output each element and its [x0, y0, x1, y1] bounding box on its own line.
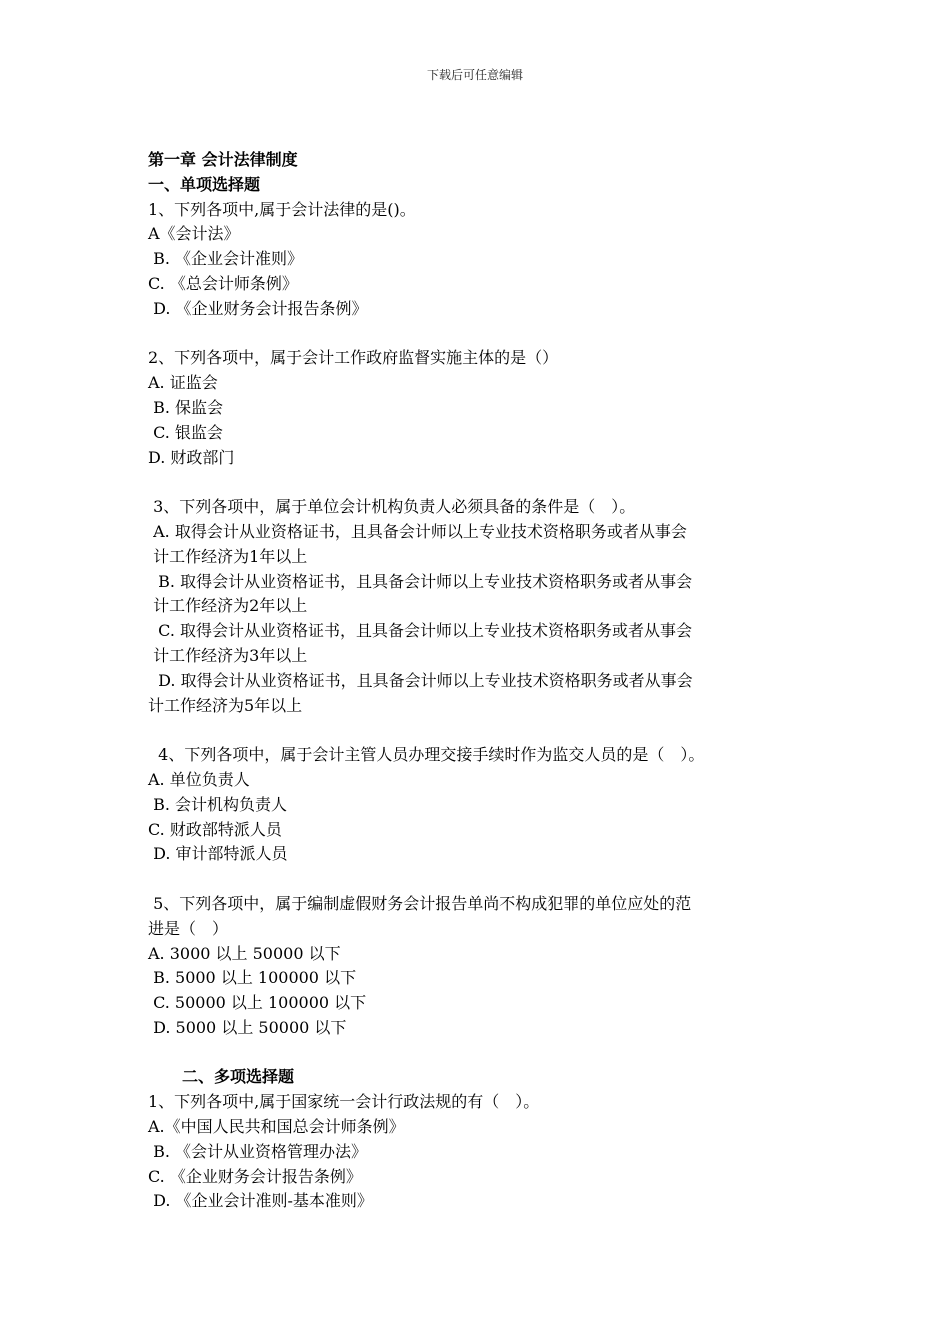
question-option: B. 《会计从业资格管理办法》 — [148, 1141, 368, 1161]
document-body — [148, 148, 828, 1214]
question-option: A《会计法》 — [148, 224, 240, 244]
question-option: A. 取得会计从业资格证书，且具备会计师以上专业技术资格职务或者从事会 — [148, 521, 687, 541]
question-stem: 4、下列各项中，属于会计主管人员办理交接手续时作为监交人员的是（ ）。 — [148, 745, 705, 765]
question-option: A.《中国人民共和国总会计师条例》 — [148, 1117, 405, 1137]
spacer — [148, 867, 828, 892]
chapter-title: 第一章 会计法律制度 — [148, 150, 298, 169]
question-stem-continued: 进是（ ） — [148, 918, 229, 938]
question-option: C. 《企业财务会计报告条例》 — [148, 1166, 362, 1186]
question-option: 计工作经济为1年以上 — [148, 546, 308, 566]
question-stem: 2、下列各项中，属于会计工作政府监督实施主体的是（） — [148, 348, 559, 368]
section-title-single-choice: 一、单项选择题 — [148, 174, 261, 194]
question-stem: 1、下列各项中,属于会计法律的是()。 — [148, 199, 416, 219]
question-option: D. 5000 以上 50000 以下 — [148, 1017, 347, 1037]
question-option: 计工作经济为5年以上 — [148, 695, 303, 715]
question-stem: 5、下列各项中，属于编制虚假财务会计报告单尚不构成犯罪的单位应处的范 — [148, 893, 692, 913]
question-option: B. 会计机构负责人 — [148, 794, 288, 814]
question-option: A. 单位负责人 — [148, 769, 250, 789]
question-option: A. 证监会 — [148, 373, 218, 393]
section-title-multiple-choice: 二、多项选择题 — [182, 1067, 295, 1087]
question-stem: 1、下列各项中,属于国家统一会计行政法规的有（ ）。 — [148, 1092, 540, 1112]
question-option: B. 取得会计从业资格证书，且具备会计师以上专业技术资格职务或者从事会 — [148, 571, 693, 591]
page-header-note: 下载后可任意编辑 — [426, 68, 523, 82]
question-option: D. 取得会计从业资格证书，且具备会计师以上专业技术资格职务或者从事会 — [148, 670, 693, 690]
spacer — [148, 470, 828, 495]
spacer — [148, 718, 828, 743]
question-option: 计工作经济为2年以上 — [148, 596, 308, 616]
question-option: 计工作经济为3年以上 — [148, 645, 308, 665]
spacer — [148, 1041, 828, 1066]
question-stem: 3、下列各项中，属于单位会计机构负责人必须具备的条件是（ ）。 — [148, 497, 636, 517]
spacer — [148, 322, 828, 347]
question-option: C. 银监会 — [148, 422, 223, 442]
question-option: C. 《总会计师条例》 — [148, 273, 298, 293]
question-option: C. 50000 以上 100000 以下 — [148, 993, 367, 1013]
question-option: A. 3000 以上 50000 以下 — [148, 943, 341, 963]
question-option: D. 《企业财务会计报告条例》 — [148, 298, 368, 318]
question-option: D. 《企业会计准则-基本准则》 — [148, 1191, 373, 1211]
question-option: D. 审计部特派人员 — [148, 844, 288, 864]
question-option: C. 取得会计从业资格证书，且具备会计师以上专业技术资格职务或者从事会 — [148, 621, 693, 641]
question-option: D. 财政部门 — [148, 447, 235, 467]
question-option: C. 财政部特派人员 — [148, 819, 282, 839]
question-option: B. 保监会 — [148, 397, 224, 417]
question-option: B. 《企业会计准则》 — [148, 249, 304, 269]
question-option: B. 5000 以上 100000 以下 — [148, 968, 357, 988]
